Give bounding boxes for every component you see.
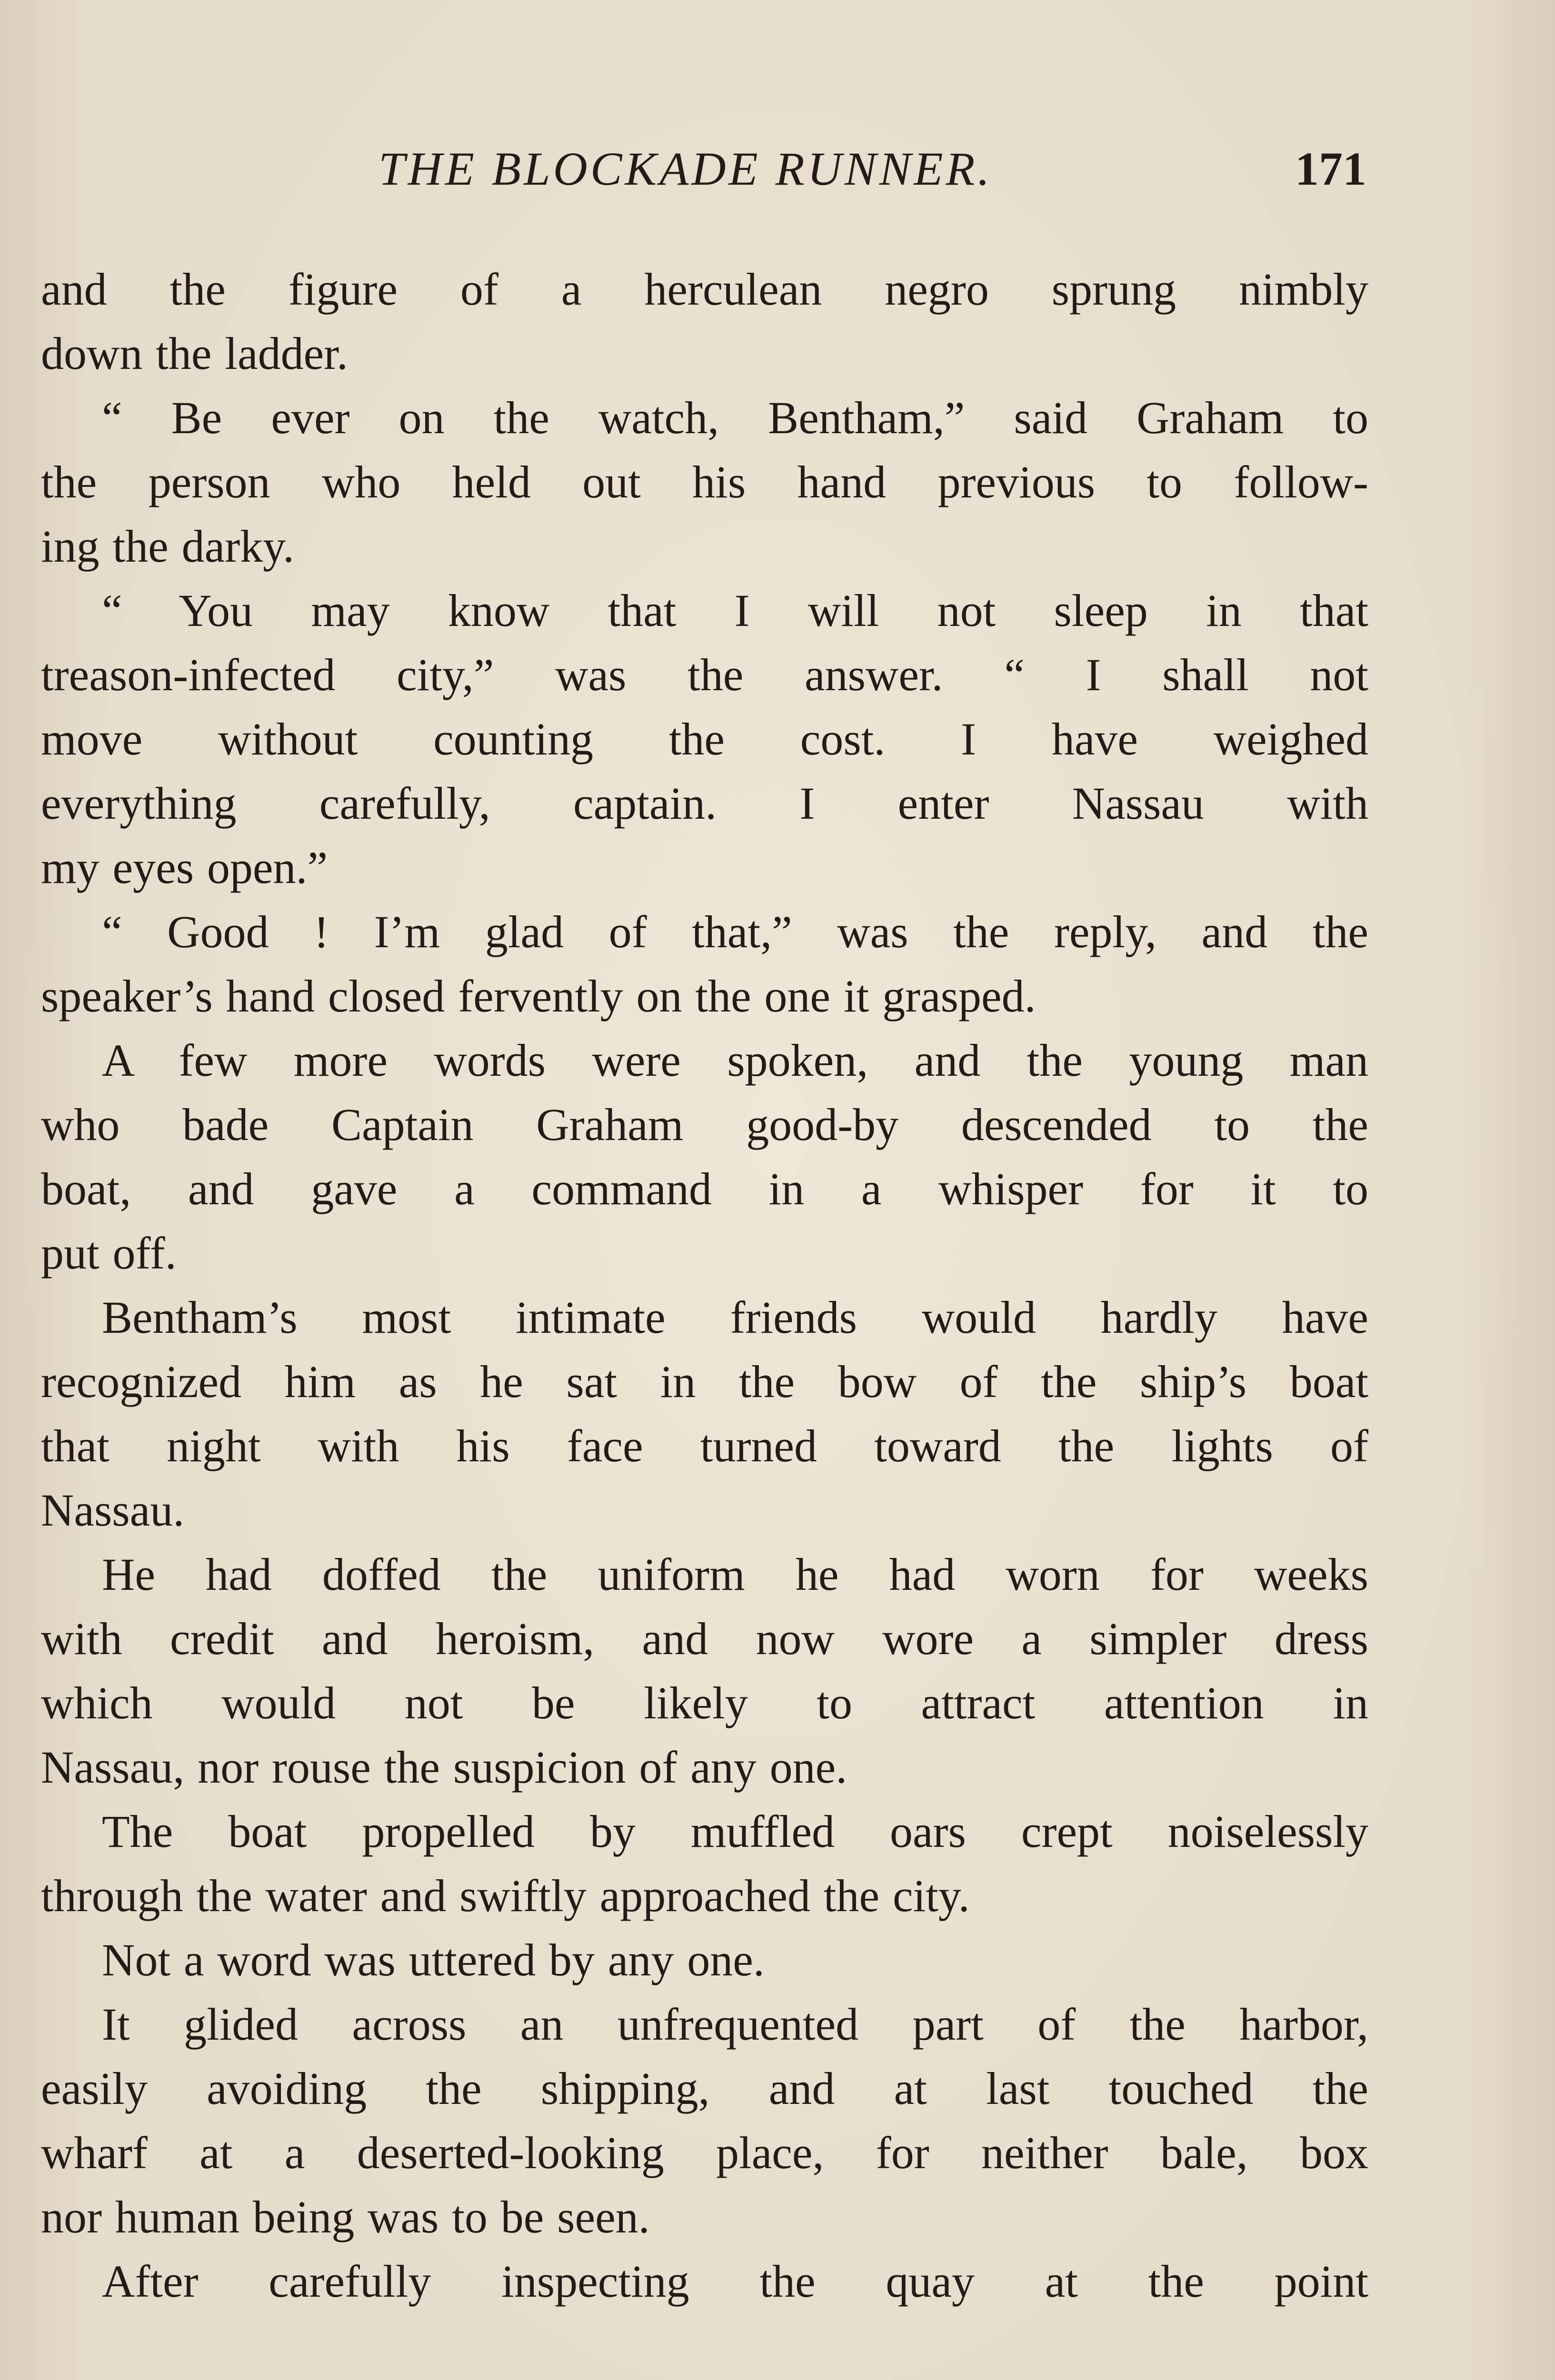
text-line: that night with his face turned toward the lights of: [41, 1420, 1368, 1471]
text-line: Nassau.: [41, 1485, 185, 1536]
text-line: down the ladder.: [41, 328, 348, 379]
text-line: boat, and gave a command in a whisper for it to: [41, 1163, 1368, 1214]
page-number: 171: [1295, 142, 1366, 195]
text-line: move without counting the cost. I have weighed: [41, 714, 1368, 764]
text-line: who bade Captain Graham good-by descended to the: [41, 1099, 1368, 1150]
text-line: with credit and heroism, and now wore a simpler dress: [41, 1613, 1368, 1664]
text-line: It glided across an unfrequented part of the harbor,: [102, 1999, 1368, 2050]
text-line: put off.: [41, 1228, 177, 1279]
text-line: which would not be likely to attract attention in: [41, 1677, 1368, 1728]
text-line: the person who held out his hand previous to follow-: [41, 456, 1368, 507]
text-line: ing the darky.: [41, 521, 294, 572]
text-line: Bentham’s most intimate friends would hardly have: [102, 1292, 1368, 1343]
text-line: After carefully inspecting the quay at the point: [102, 2256, 1368, 2307]
text-line: He had doffed the uniform he had worn for weeks: [102, 1549, 1368, 1600]
text-line: nor human being was to be seen.: [41, 2192, 650, 2242]
text-line: my eyes open.”: [41, 842, 328, 893]
text-line: through the water and swiftly approached the city.: [41, 1870, 970, 1921]
text-line: easily avoiding the shipping, and at last touched the: [41, 2063, 1368, 2114]
text-line: Not a word was uttered by any one.: [102, 1934, 765, 1985]
text-line: “ Good ! I’m glad of that,” was the reply, and the: [102, 906, 1368, 957]
page-header: [0, 138, 1555, 209]
running-title: THE BLOCKADE RUNNER.: [379, 142, 993, 195]
body-text: [41, 257, 1368, 2313]
text-line: Nassau, nor rouse the suspicion of any one.: [41, 1742, 847, 1793]
text-line: The boat propelled by muffled oars crept noiselessly: [102, 1806, 1368, 1857]
text-line: “ You may know that I will not sleep in that: [102, 585, 1368, 636]
text-line: everything carefully, captain. I enter Nassau with: [41, 778, 1368, 829]
text-line: A few more words were spoken, and the young man: [102, 1035, 1368, 1086]
text-line: wharf at a deserted-looking place, for neither bale, box: [41, 2127, 1368, 2178]
text-line: recognized him as he sat in the bow of the ship’s boat: [41, 1356, 1368, 1407]
text-line: and the figure of a herculean negro sprung nimbly: [41, 264, 1368, 315]
text-line: “ Be ever on the watch, Bentham,” said Graham to: [102, 392, 1368, 443]
text-line: treason-infected city,” was the answer. “ I shall not: [41, 649, 1368, 700]
text-line: speaker’s hand closed fervently on the one it grasped.: [41, 971, 1036, 1021]
